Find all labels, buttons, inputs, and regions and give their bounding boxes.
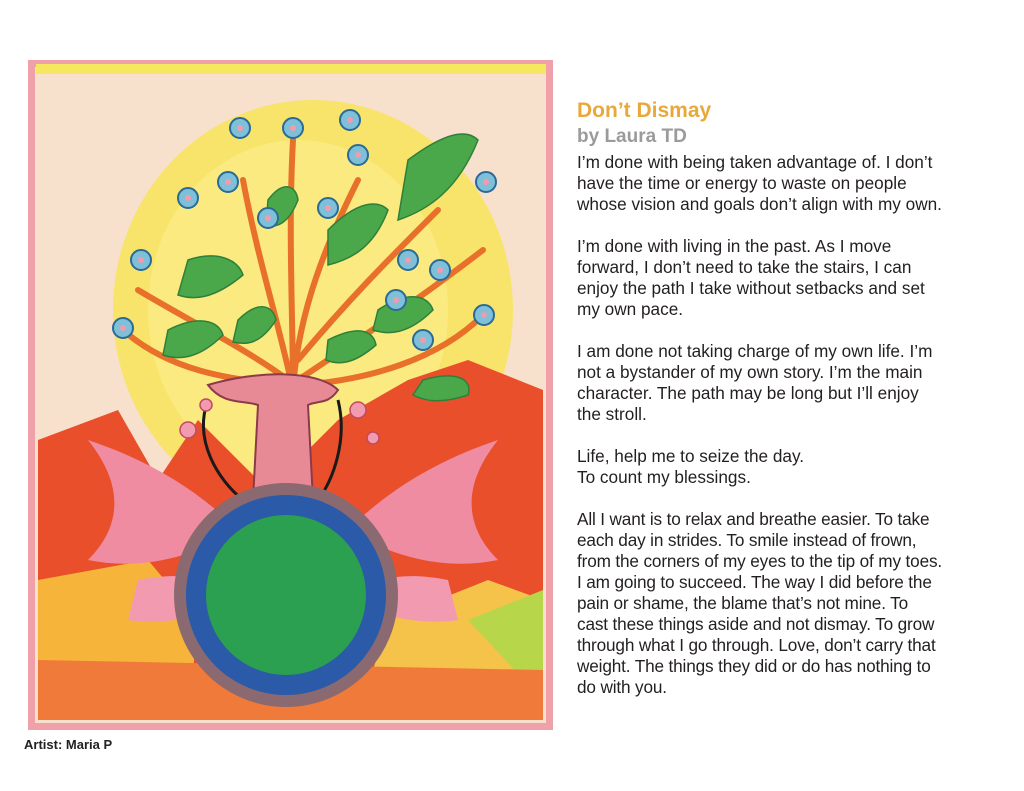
poem-byline: by Laura TD — [577, 126, 687, 147]
poem-title: Don’t Dismay — [577, 99, 712, 122]
poem-stanza-1: I’m done with being taken advantage of. I don’t have the time or energy to waste on people whose vision and goals don’t align with my own. — [577, 152, 942, 214]
flower-vase-drawing-icon — [28, 60, 553, 730]
poem-stanza-5: All I want is to relax and breathe easier. To take each day in strides. To smile instead of frown, from the corners of my eyes to the tip of my toes. I am going to succeed. The way I did before the pain or shame, the blame that’s not mine. To cast these things aside and not dismay. To grow through what I go through. Love, don’t carry that weight. The things they did or do has nothing to do with you. — [577, 509, 943, 697]
poem — [577, 98, 1007, 719]
artwork-image — [28, 60, 553, 730]
artist-credit: Artist: Maria P — [24, 737, 113, 752]
poem-stanza-4: Life, help me to seize the day. To count my blessings. — [577, 446, 805, 487]
poem-stanza-3: I am done not taking charge of my own life. I’m not a bystander of my own story. I’m the main character. The path may be long but I’ll enjoy the stroll. — [577, 341, 933, 424]
poem-stanza-2: I’m done with living in the past. As I move forward, I don’t need to take the stairs, I can enjoy the path I take without setbacks and set my own pace. — [577, 236, 925, 319]
